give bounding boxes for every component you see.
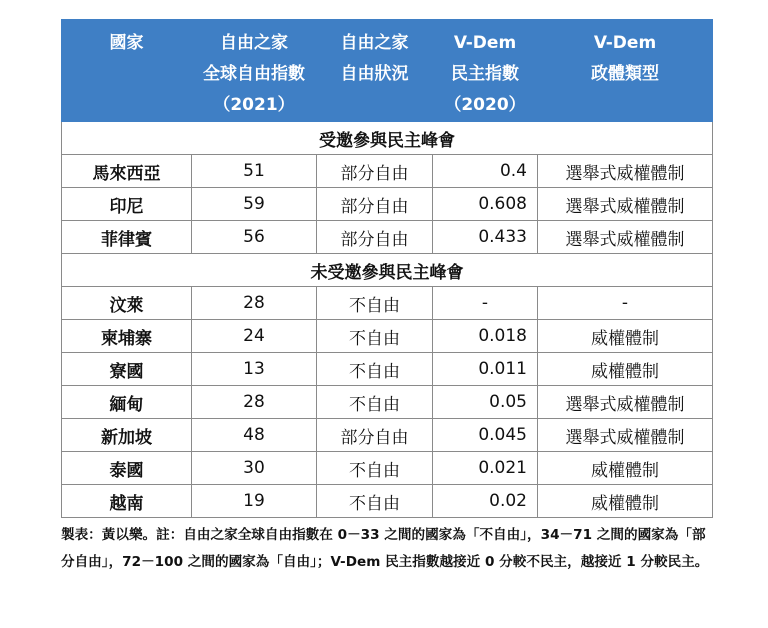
regime-cell: 威權體制 [538, 452, 713, 485]
table-body [62, 122, 713, 518]
regime-cell: 威權體制 [538, 485, 713, 518]
fh-status-cell: 部分自由 [317, 188, 433, 221]
header-vdem-index-line1: V-Dem [453, 33, 517, 53]
header-vdem-index-line2: 民主指數 [451, 64, 519, 84]
vdem-index-cell: 0.018 [433, 320, 538, 353]
country-cell: 柬埔寨 [62, 320, 192, 353]
table-row [62, 221, 713, 254]
vdem-index-cell: 0.608 [433, 188, 538, 221]
header-row [62, 20, 713, 122]
vdem-index-cell: 0.433 [433, 221, 538, 254]
country-cell: 菲律賓 [62, 221, 192, 254]
democracy-comparison-table [61, 19, 713, 518]
vdem-index-cell: 0.045 [433, 419, 538, 452]
header-fh-status [317, 20, 433, 122]
section-row [62, 122, 713, 155]
fh-score-cell: 24 [192, 320, 317, 353]
fh-score-cell: 59 [192, 188, 317, 221]
country-cell: 新加坡 [62, 419, 192, 452]
header-vdem-index [433, 20, 538, 122]
regime-cell: 威權體制 [538, 320, 713, 353]
fh-score-cell: 56 [192, 221, 317, 254]
country-cell: 泰國 [62, 452, 192, 485]
vdem-index-cell: 0.011 [433, 353, 538, 386]
header-vdem-regime-line1: V-Dem [593, 33, 657, 53]
section-row [62, 254, 713, 287]
regime-cell: 選舉式威權體制 [538, 221, 713, 254]
country-cell: 汶萊 [62, 287, 192, 320]
table-row [62, 287, 713, 320]
fh-status-cell: 不自由 [317, 452, 433, 485]
fh-score-cell: 51 [192, 155, 317, 188]
regime-cell: 選舉式威權體制 [538, 419, 713, 452]
fh-status-cell: 不自由 [317, 485, 433, 518]
vdem-index-cell: 0.02 [433, 485, 538, 518]
country-cell: 印尼 [62, 188, 192, 221]
header-fh-score [192, 20, 317, 122]
header-vdem-index-line3: （2020） [444, 95, 526, 115]
regime-cell: 選舉式威權體制 [538, 386, 713, 419]
vdem-index-cell: 0.4 [433, 155, 538, 188]
header-country-label: 國家 [109, 33, 144, 53]
country-cell: 馬來西亞 [62, 155, 192, 188]
header-country [62, 20, 192, 122]
fh-status-cell: 不自由 [317, 287, 433, 320]
fh-status-cell: 部分自由 [317, 155, 433, 188]
regime-cell: - [538, 287, 713, 320]
section-title: 受邀參與民主峰會 [62, 122, 713, 155]
header-fh-status-line1: 自由之家 [340, 33, 409, 53]
section-title: 未受邀參與民主峰會 [62, 254, 713, 287]
country-cell: 緬甸 [62, 386, 192, 419]
vdem-index-cell: - [433, 287, 538, 320]
fh-score-cell: 28 [192, 386, 317, 419]
header-fh-status-line2: 自由狀況 [340, 64, 409, 84]
fh-status-cell: 不自由 [317, 353, 433, 386]
fh-score-cell: 28 [192, 287, 317, 320]
table-row [62, 419, 713, 452]
header-vdem-regime-line2: 政體類型 [591, 64, 659, 84]
table-footnote: 製表：黃以樂。註：自由之家全球自由指數在 0－33 之間的國家為「不自由」，34－71 之間的國家為「部分自由」，72－100 之間的國家為「自由」；V-Dem 民主指數越接近 0 分較不民主，越接近 1 分較民主。 [61, 527, 709, 570]
fh-status-cell: 不自由 [317, 386, 433, 419]
header-vdem-regime [538, 20, 713, 122]
fh-score-cell: 19 [192, 485, 317, 518]
table-row [62, 485, 713, 518]
fh-score-cell: 48 [192, 419, 317, 452]
table-row [62, 188, 713, 221]
regime-cell: 選舉式威權體制 [538, 155, 713, 188]
table-row [62, 353, 713, 386]
vdem-index-cell: 0.05 [433, 386, 538, 419]
vdem-index-cell: 0.021 [433, 452, 538, 485]
header-fh-score-line2: 全球自由指數 [203, 64, 305, 84]
table-row [62, 386, 713, 419]
country-cell: 越南 [62, 485, 192, 518]
fh-status-cell: 不自由 [317, 320, 433, 353]
table-row [62, 155, 713, 188]
fh-status-cell: 部分自由 [317, 221, 433, 254]
regime-cell: 選舉式威權體制 [538, 188, 713, 221]
fh-status-cell: 部分自由 [317, 419, 433, 452]
table-row [62, 320, 713, 353]
table-row [62, 452, 713, 485]
header-fh-score-line3: （2021） [213, 95, 295, 115]
fh-score-cell: 13 [192, 353, 317, 386]
country-cell: 寮國 [62, 353, 192, 386]
header-fh-score-line1: 自由之家 [220, 33, 288, 53]
regime-cell: 威權體制 [538, 353, 713, 386]
fh-score-cell: 30 [192, 452, 317, 485]
